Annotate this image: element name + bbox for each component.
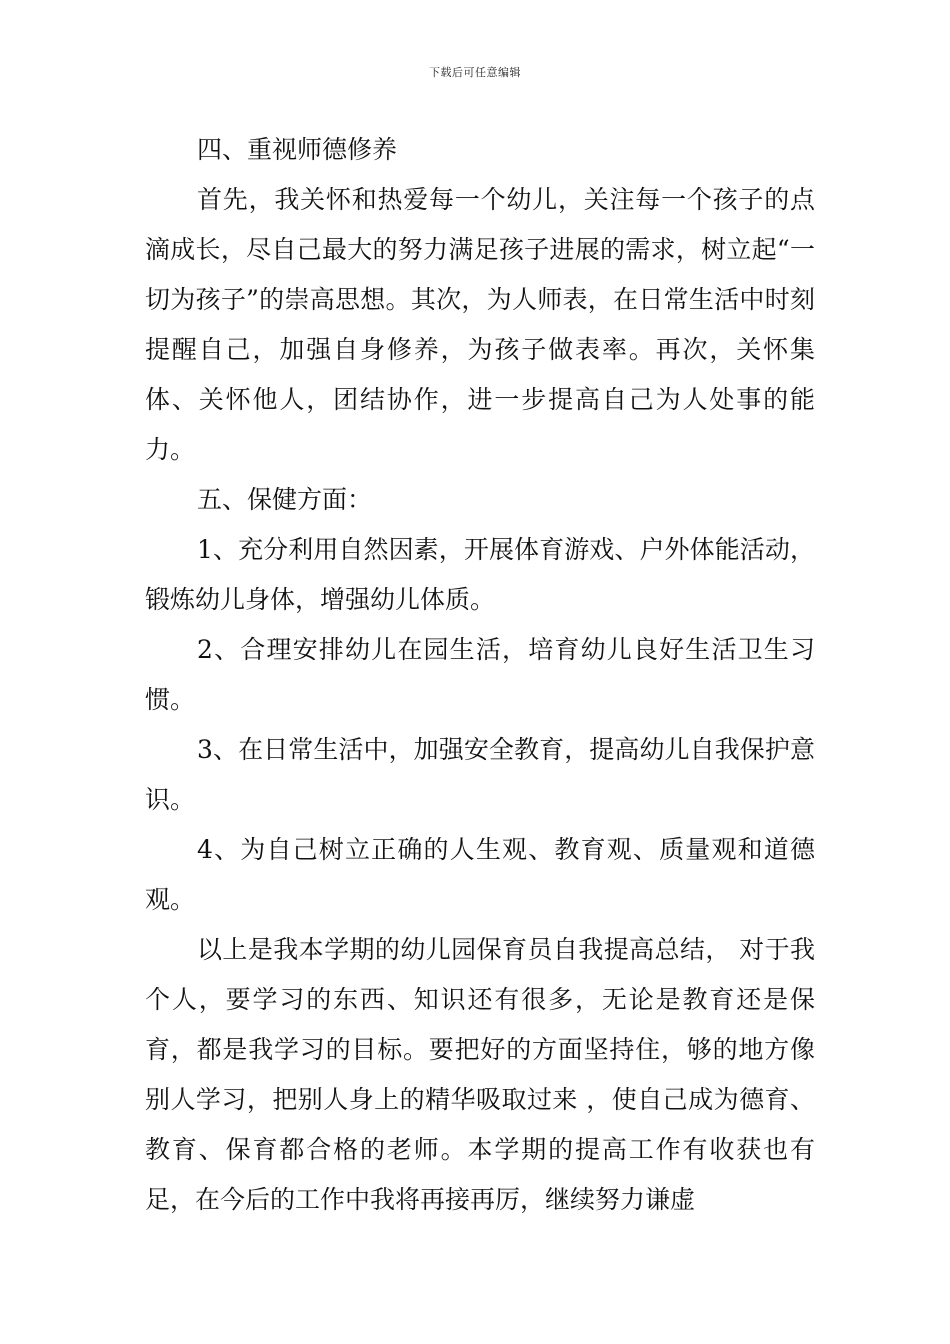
list-item-3: 3、在日常生活中，加强安全教育，提高幼儿自我保护意识。 bbox=[145, 735, 815, 814]
page-header: 下载后可任意编辑 bbox=[429, 66, 521, 79]
section-heading-teacher-ethics: 四、重视师德修养 bbox=[197, 135, 398, 164]
list-item-4: 4、为自己树立正确的人生观、教育观、质量观和道德观。 bbox=[145, 835, 815, 914]
paragraph-summary: 以上是我本学期的幼儿园保育员自我提高总结， 对于我个人，要学习的东西、知识还有很多，无论是教育还是保育，都是我学习的目标。要把好的方面坚持住，够的地方像别人学习，把别人身上的精华吸取过来 ，使自己成为德育、教育、保育都合格的老师。本学期的提高工作有收获也有足，在今后的工作中我将再接再厉，继续努力谦虚 bbox=[145, 935, 815, 1214]
list-item-2: 2、合理安排幼儿在园生活，培育幼儿良好生活卫生习惯。 bbox=[145, 635, 815, 714]
list-item-1: 1、充分利用自然因素，开展体育游戏、户外体能活动，锻炼幼儿身体，增强幼儿体质。 bbox=[145, 535, 815, 614]
document-body bbox=[145, 125, 815, 1225]
paragraph-teacher-ethics: 首先，我关怀和热爱每一个幼儿，关注每一个孩子的点滴成长，尽自己最大的努力满足孩子进展的需求，树立起“一切为孩子”的崇高思想。其次，为人师表，在日常生活中时刻提醒自己，加强自身修养，为孩子做表率。再次，关怀集体、关怀他人，团结协作，进一步提高自己为人处事的能力。 bbox=[145, 185, 815, 464]
section-heading-health-care: 五、保健方面： bbox=[197, 485, 373, 514]
